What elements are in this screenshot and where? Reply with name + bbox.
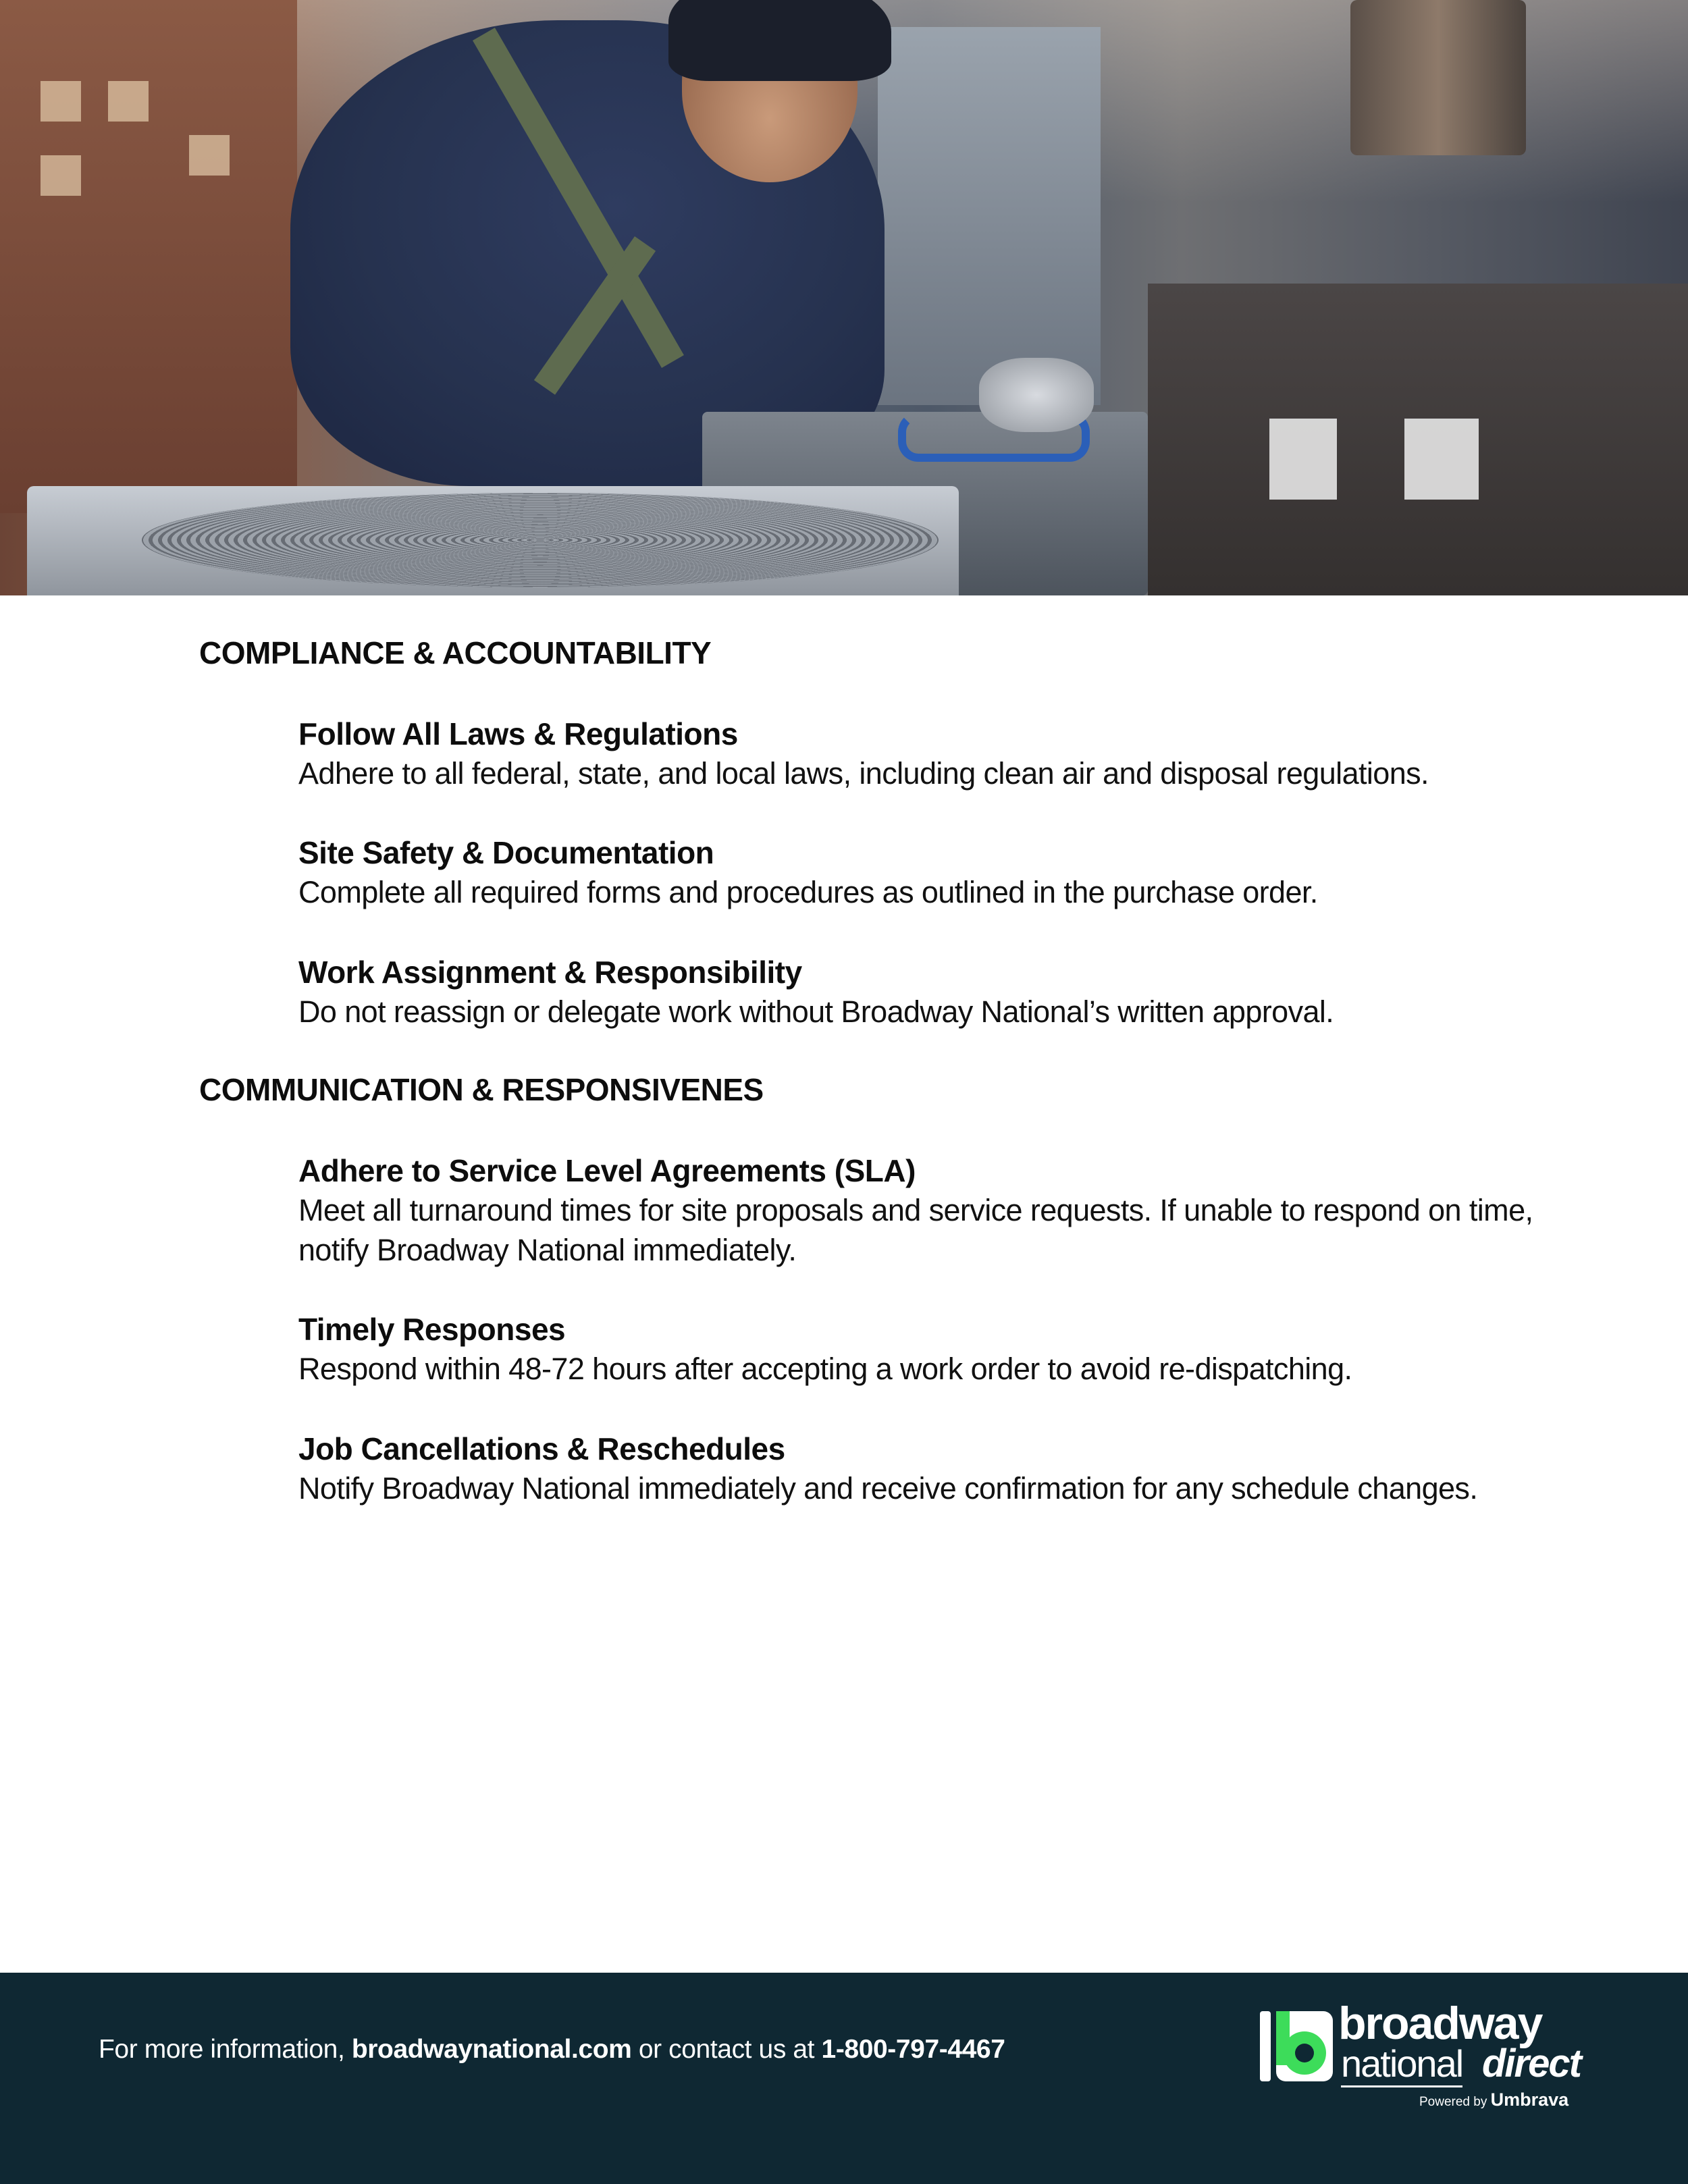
hero-photo — [0, 0, 1688, 595]
hero-window — [189, 135, 230, 176]
item-title: Site Safety & Documentation — [298, 835, 714, 870]
hero-worker-cap — [668, 0, 891, 81]
list-item — [298, 714, 1581, 793]
broadway-national-direct-logo — [1256, 1998, 1593, 2110]
item-description: Adhere to all federal, state, and local laws, including clean air and disposal regulations. — [298, 756, 1429, 791]
hero-window — [1269, 419, 1337, 500]
logo-powered-label: Powered by — [1419, 2095, 1491, 2109]
item-title: Timely Responses — [298, 1312, 566, 1347]
hero-window — [41, 155, 81, 196]
item-description: Notify Broadway National immediately and receive confirmation for any schedule changes. — [298, 1471, 1478, 1506]
logo-powered-brand: Umbrava — [1490, 2089, 1569, 2110]
footer-middle: or contact us at — [631, 2035, 822, 2064]
footer-phone-link[interactable]: 1-800-797-4467 — [821, 2035, 1005, 2064]
hero-glove — [979, 358, 1094, 432]
item-description: Respond within 48-72 hours after accepting a work order to avoid re-dispatching. — [298, 1352, 1352, 1386]
item-title: Work Assignment & Responsibility — [298, 955, 802, 990]
list-item — [298, 833, 1581, 912]
item-description: Do not reassign or delegate work without Broadway National’s written approval. — [298, 994, 1334, 1029]
footer-website-link[interactable]: broadwaynational.com — [351, 2035, 632, 2064]
hero-water-tower — [1350, 0, 1526, 155]
item-title: Job Cancellations & Reschedules — [298, 1431, 785, 1466]
section-title-compliance: COMPLIANCE & ACCOUNTABILITY — [199, 635, 712, 670]
logo-word-broadway: broadway — [1338, 1998, 1542, 2049]
hero-window — [108, 81, 149, 122]
hero-building-mid — [878, 27, 1101, 405]
list-item — [298, 1310, 1581, 1389]
footer-prefix: For more information, — [99, 2035, 352, 2064]
logo-word-direct: direct — [1482, 2042, 1581, 2085]
hero-window — [1404, 419, 1479, 500]
logo-powered-by — [1419, 2089, 1568, 2110]
footer-contact — [99, 2035, 1005, 2065]
item-title: Follow All Laws & Regulations — [298, 716, 738, 751]
hero-window — [41, 81, 81, 122]
list-item — [298, 1151, 1581, 1270]
logo-word-national: national — [1341, 2042, 1462, 2087]
hero-building-left — [0, 0, 297, 513]
list-item — [298, 953, 1581, 1032]
logo-b-icon — [1256, 2008, 1336, 2084]
item-title: Adhere to Service Level Agreements (SLA) — [298, 1153, 916, 1188]
list-item — [298, 1429, 1581, 1508]
section-title-communication: COMMUNICATION & RESPONSIVENES — [199, 1072, 764, 1107]
hero-hvac-fan — [142, 493, 939, 587]
item-description: Complete all required forms and procedures as outlined in the purchase order. — [298, 875, 1318, 909]
item-description: Meet all turnaround times for site proposals and service requests. If unable to respond on time, notify Broadway National immediately. — [298, 1193, 1533, 1267]
